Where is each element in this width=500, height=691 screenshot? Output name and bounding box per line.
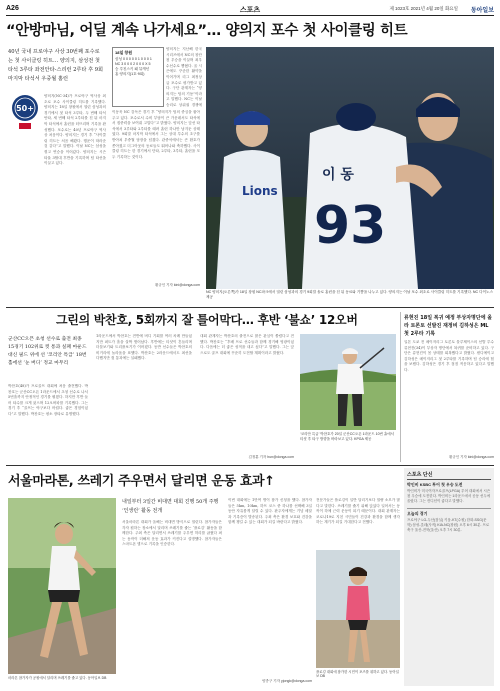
box-score-row: 홈 양의지(1호·9회) [115, 72, 145, 76]
sidebar-item-heading: 오늘의 경기 [407, 508, 491, 517]
story3-byline: 양종구 기자 yjongk@donga.com [262, 679, 312, 683]
sidebar-item-body: 프로야구 LG-두산(잠실) 키움-KT(수원) 한화-SSG(문학) 삼성-롯데(사직) KIA-NC(창원) 오후 6시 30분. 프로축구 울산-전북(울산) 오후 7시 30분. [407, 518, 490, 532]
story3-body-b: 이번 대회에는 1만여 명이 참가 신청을 했다. 참가자들은 5km, 10km, 하프 코스 중 하나를 선택해 3일 동안 자유롭게 달릴 수 있다. 완주자에게는 기념 메달과 기록증이 발송된다. 주최 측은 환경 보호와 건강을 함께 챙길 수 있는 대회가 되길 바란다고 밝혔다. [228, 498, 312, 525]
sidebar-item-body: 박인비가 미국여자프로골프(LPGA) 투어 대회에서 시즌 첫 우승에 도전한다. 박인비는 1라운드에서 공동 선두에 올랐다. 그는 컨디션이 좋다고 말했다. [407, 489, 491, 503]
story1-caption: NC 양의지(오른쪽)가 18일 창원 NC파크에서 열린 삼성과의 경기 9회말 솔로 홈런을 친 뒤 동료와 기쁨을 나누고 있다. 양의지는 이날 포수 최초로 사이클링 히트를 기록했다. NC 다이노스 제공 [206, 290, 493, 299]
section-divider [6, 307, 494, 308]
story3-headline: 서울마라톤, 쓰레기 주우면서 달리면 운동 효과↑ [8, 474, 275, 489]
newspaper-brand: 동아일보 [470, 8, 494, 14]
side-story-body: 일본 도쿄 전 메이저리그 토론토 블루제이스의 선발 투수 류현진(34)이 부상자 명단에서 복귀를 준비하고 있다. 구단은 류현진이 몸 상태를 회복했다고 밝혔다. 샌디에이고 김하성은 메이저리그 첫 2루타를 기록하며 팀 승리에 힘을 보탰다. 김하성은 경기 후 점점 적응하고 있다고 말했다. [404, 340, 494, 372]
page-header [6, 4, 494, 16]
section-name: 스포츠 [239, 7, 261, 14]
story3-caption-right: 플로깅 대회에 참가한 시민이 포즈를 취하고 있다. 동아일보 DB [316, 670, 399, 679]
jersey-number: 93 [314, 196, 387, 256]
box-score-row: 삼성 0 0 0 0 0 1 0 0 0 1 [115, 57, 152, 61]
story1-body-b: 이동욱 NC 감독은 경기 후 “양의지가 팀의 중심을 잡아주고 있다. 포수로서 수비 부담이 큰 가운데서도 타석에서 집중력을 보여줘 고맙다”고 밝혔다. 양의지는 앞선 타석에서 3루타와 2루타를 때려 홈런 하나만 남겨둔 상태였다. 9회말 마지막 타석에서 그는 상대 투수의 초구를 받아쳐 우중월 담장을 넘겼다. 관중석에서는 큰 환호가 쏟아졌고 더그아웃의 동료들도 뛰어나와 축하했다. 사이클링 히트는 한 경기에서 단타, 2루타, 3루타, 홈런을 모두 기록하는 것이다. [112, 110, 200, 159]
story3-body-c: 전문가들은 플로깅이 일반 달리기보다 열량 소모가 많다고 말한다. 쓰레기를 줍기 위해 앉았다 일어서는 동작이 하체 근력 운동이 되기 때문이다. 대회 관계자는 코로나19로 지친 시민들이 건강과 환경을 함께 생각하는 계기가 되길 기대한다고 전했다. [316, 498, 400, 525]
sidebar-title: 스포츠 단신 [407, 471, 491, 480]
story3-body-a: 서울마라톤 대회가 올해는 비대면 방식으로 열린다. 참가자들은 각자 원하는 장소에서 달리며 쓰레기를 줍는 ‘플로깅’ 활동을 함께한다. 주최 측은 달리면서 쓰레기를 주우면 허리를 굽혔다 펴는 동작이 더해져 운동 효과가 커진다고 설명했다. 참가자들은 스마트폰 앱으로 기록을 인증한다. [122, 520, 222, 547]
column-divider [400, 312, 401, 462]
box-score-row: NC 3 0 0 0 2 0 0 0 X 5 [115, 62, 151, 66]
story2-lede: 군산CC오픈 초청 선수로 출전 최종 15경기 102위로 컷 통과 실패 마운드 대신 필드 위에 선 ‘코리안 특급’ 18번홀에선 ‘눈 버디’ 정교 마무리 [8, 337, 87, 366]
story3-lede: 내일부터 3일간 비대면 대회 진행 50개 주행 ‘인생런’ 활동 전개 [122, 499, 219, 514]
section-divider [6, 465, 494, 466]
story2-caption: ‘코리안 특급’ 박찬호가 20일 군산CC오픈 1라운드 10번 홀에서 티샷 후 타구 방향을 바라보고 있다. KPGA 제공 [300, 432, 395, 441]
jersey-name: 이 동 [322, 167, 354, 183]
sports-briefs-sidebar [404, 468, 494, 686]
story2-byline: 김정훈 기자 hun@donga.com [248, 455, 294, 459]
side-story-headline: 류현진 18일 복귀 예정 부상자명단에 올라 토론토 선발진 재정비 김하성은 ML 첫 2루타 기록 [404, 315, 493, 337]
story1-lede: 40년 국내 프로야구 사상 30번째 포수로는 첫 사이클링 히트… 양의지, 삼성전 첫 타석 3루타 좌전안타-스리런 2루타 후 9회 마지막 타석서 우중월 홈런 [8, 49, 104, 82]
story2-body-b: 1라운드에서 박찬호는 전반에 버디 기회를 여러 차례 만들었지만 퍼트가 홀을 살짝 벗어났다. 후반에는 티샷이 흔들리며 더블보기와 트리플보기가 이어졌다. 동반 선수들은 박찬호의 비거리에 놀라움을 표했다. 박찬호는 2라운드에서도 최선을 다했지만 컷 통과에는 실패했다. [96, 334, 192, 361]
story1-body-a: 양의지(NC·34)가 프로야구 역사상 최초로 포수 사이클링 히트를 기록했다. 양의지는 18일 창원에서 열린 삼성과의 경기에서 첫 타석 3루타, 두 번째 타석 안타, 세 번째 타석 2루타를 친 뒤 마지막 타석에서 홈런을 터뜨리며 기록을 완성했다. 포수로는 40년 프로야구 역사상 처음이다. 양의지는 경기 후 “사이클링 히트는 처음 해봤다. 행운이 따라준 것 같다”고 말했다. 이날 NC는 삼성을 꺾고 연승을 이어갔다. 양의지는 시즌 타율 3할대 후반을 기록하며 팀 타선을 이끌고 있다. [44, 94, 106, 166]
story3-photo-right [316, 550, 400, 668]
story2-body-a: 박찬호(48)가 프로골프 대회에 처음 출전했다. 박찬호는 군산CC오픈 1라운드에서 초청 선수로 나서 5번홀까지 안정적인 경기를 펼쳤다. 하지만 후반 들어 타수를 크게 잃으며 12오버파를 기록했다. 그는 경기 후 “골프는 야구보다 어렵다. 좋은 경험이었다”고 말했다. 박찬호는 평소 장타로 유명했다. [8, 384, 88, 416]
page-number: A26 [6, 5, 19, 12]
sidebar-item-heading: 박인비 KSBC 투어 첫 우승 도전 [407, 482, 463, 487]
box-score-title: 18일 창원 [115, 50, 133, 55]
story3-photo-left [8, 498, 116, 674]
story3-caption-left: 마라톤 참가자가 공원에서 달리며 쓰레기를 줍고 있다. 동아일보 DB [8, 676, 107, 680]
logo-text: 50+ [16, 104, 34, 113]
issue-date: 제 1023호 2021년 4월 20일 화요일 [389, 6, 458, 11]
story2-photo [300, 334, 396, 430]
box-score [112, 47, 164, 107]
story2-headline: 그린의 박찬호, 5회까지 잘 틀어막다… 후반 ‘불쇼’ 12오버 [56, 313, 358, 327]
story1-headline: “안방마님, 어딜 계속 나가세요”… 양의지 포수 첫 사이클링 히트 [6, 23, 408, 39]
story1-byline: 황규인 기자 kini@donga.com [155, 283, 200, 287]
forty-years-logo-icon [10, 94, 40, 132]
story1-body-c: 양의지는 지난해 한국시리즈에서 NC의 창단 첫 우승을 이끌며 최우수선수로 뽑혔다. 올 시즌에도 꾸준한 활약을 이어가며 리그 최정상급 포수로 평가받고 있다. 구단 관계자는 “양의지는 팀의 기둥”이라고 말했다. NC는 이날 승리로 상위권 경쟁에 [166, 47, 202, 107]
box-score-row: 승 루친스키 패 뷰캐넌 [115, 67, 150, 71]
story2-body-c: 대회 관계자는 박찬호의 출전으로 많은 관심이 쏠렸다고 전했다. 박찬호는 “후배 프로 선수들과 함께 경기해 영광이었다. 다음에는 더 좋은 성적을 내고 싶다”고 말했다. 그는 앞으로도 골프 대회에 꾸준히 도전할 계획이라고 밝혔다. [200, 334, 294, 355]
svg-text:Lions: Lions [242, 184, 278, 198]
story1-photo [206, 47, 494, 289]
side-story-byline: 황규인 기자 kini@donga.com [449, 455, 494, 459]
